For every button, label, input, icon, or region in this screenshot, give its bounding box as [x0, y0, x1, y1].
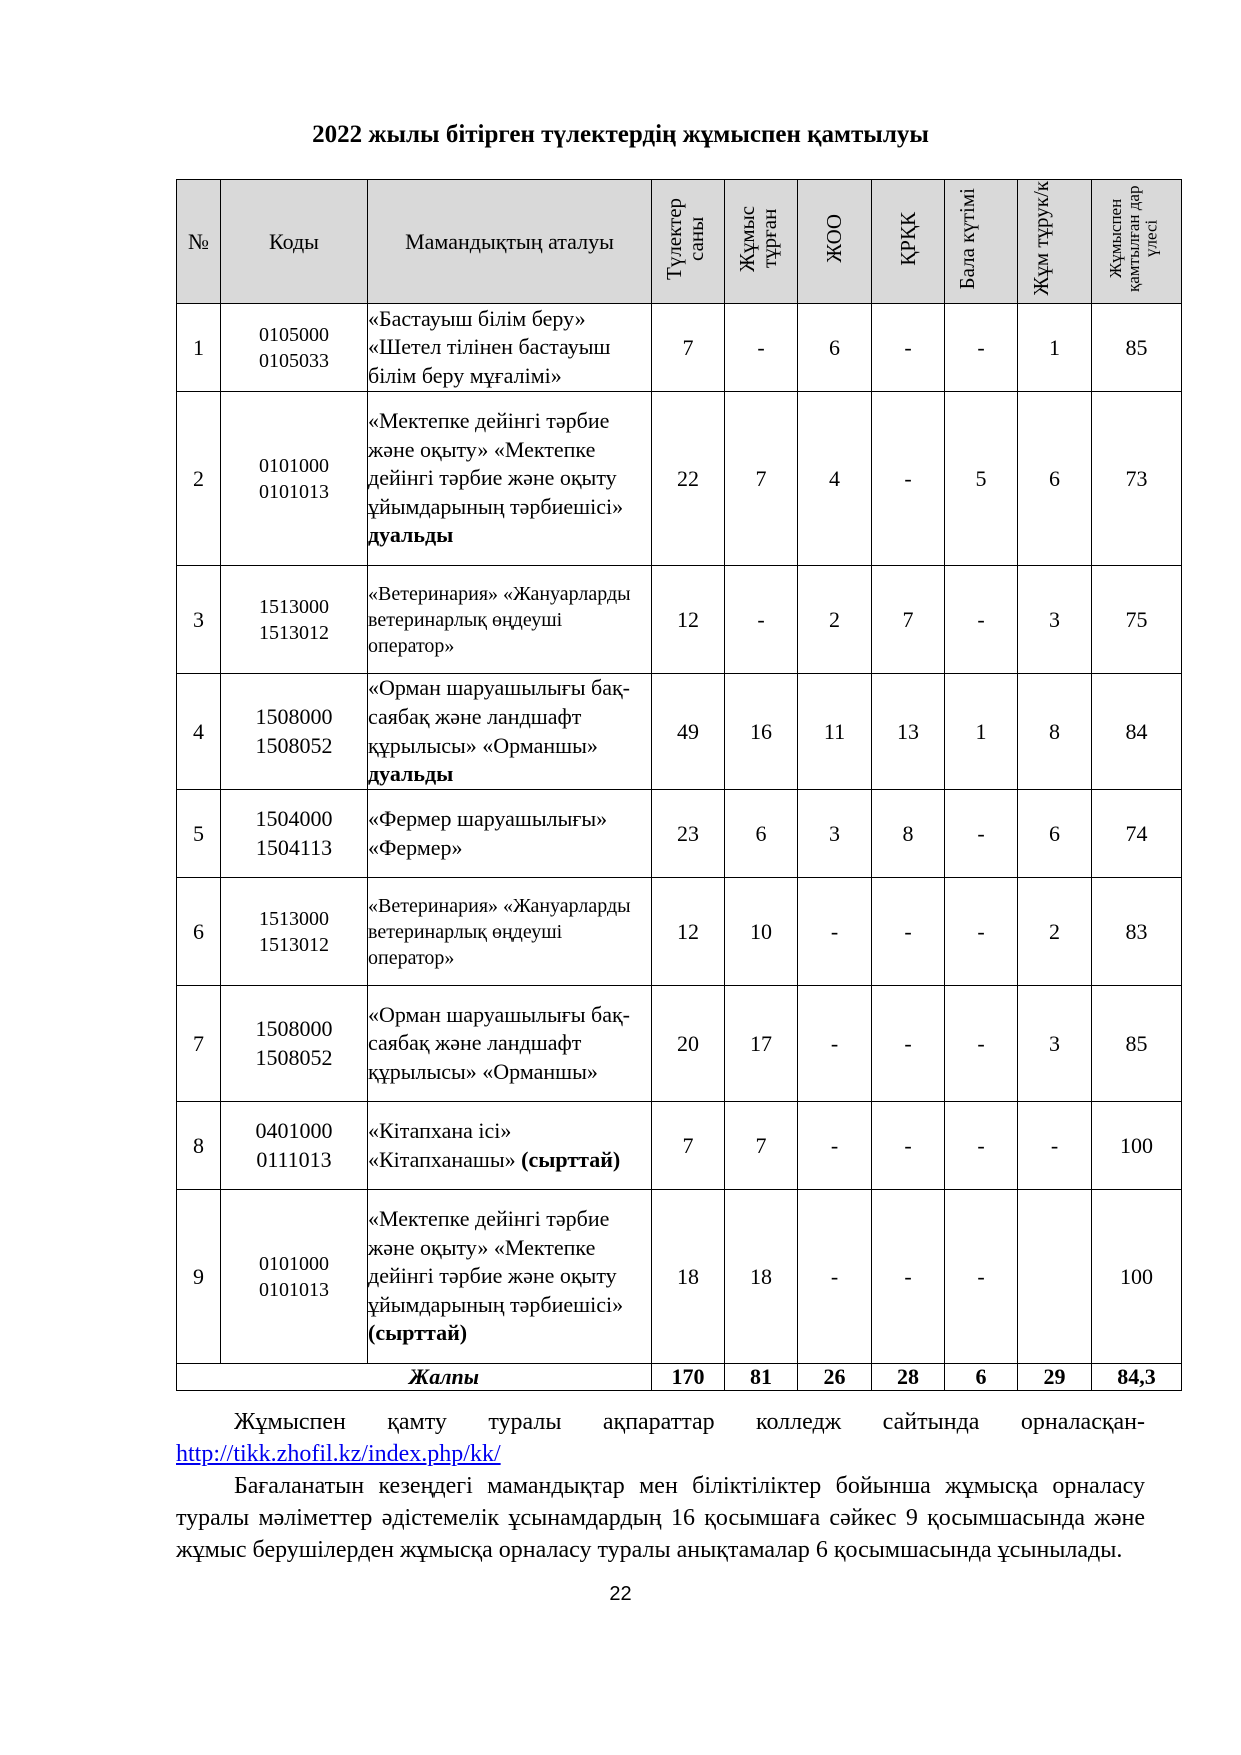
cell-army: 7 — [872, 566, 945, 674]
specialty-name-text: «Мектепке дейінгі тәрбие және оқыту» «Мектепке дейінгі тәрбие және оқыту ұйымдарының тәрбиешісі» — [368, 408, 624, 519]
qualification-code: 1508052 — [255, 732, 333, 758]
row-specialty-name — [368, 986, 652, 1102]
table-row — [177, 1190, 1182, 1364]
table-row — [177, 566, 1182, 674]
row-specialty-name — [368, 566, 652, 674]
table-row — [177, 304, 1182, 392]
specialty-name-text: «Мектепке дейінгі тәрбие және оқыту» «Мектепке дейінгі тәрбие және оқыту ұйымдарының тәрбиешісі» — [368, 1206, 624, 1317]
cell-army: 8 — [872, 790, 945, 878]
cell-job-seekers: - — [1018, 1102, 1092, 1190]
cell-university: 11 — [798, 674, 872, 790]
study-form-label: (сырттай) — [368, 1320, 468, 1346]
row-number: 1 — [177, 304, 221, 392]
cell-university: 4 — [798, 392, 872, 566]
row-number: 4 — [177, 674, 221, 790]
cell-graduates: 18 — [652, 1190, 725, 1364]
cell-army: - — [872, 392, 945, 566]
total-graduates: 170 — [652, 1364, 725, 1391]
qualification-code: 1513012 — [259, 621, 329, 644]
table-header-row — [177, 180, 1182, 304]
header-code: Коды — [221, 180, 368, 304]
cell-childcare: - — [945, 304, 1018, 392]
total-job-seekers: 29 — [1018, 1364, 1092, 1391]
cell-employed: 7 — [725, 1102, 798, 1190]
cell-job-seekers: 3 — [1018, 566, 1092, 674]
cell-employed: 18 — [725, 1190, 798, 1364]
table-row — [177, 878, 1182, 986]
qualification-code: 1508052 — [255, 1044, 333, 1070]
row-number: 7 — [177, 986, 221, 1102]
row-code — [221, 1102, 368, 1190]
table-row — [177, 674, 1182, 790]
row-code — [221, 1190, 368, 1364]
cell-childcare: - — [945, 790, 1018, 878]
cell-graduates: 20 — [652, 986, 725, 1102]
specialty-code: 1504000 — [255, 805, 333, 831]
row-specialty-name — [368, 1190, 652, 1364]
cell-employed: - — [725, 566, 798, 674]
cell-army: - — [872, 1102, 945, 1190]
qualification-code: 0111013 — [256, 1146, 332, 1172]
qualification-code: 1513012 — [259, 933, 329, 956]
cell-employed: - — [725, 304, 798, 392]
cell-army: - — [872, 1190, 945, 1364]
paragraph-employment-info — [176, 1406, 1145, 1438]
cell-share: 74 — [1092, 790, 1182, 878]
row-specialty-name — [368, 304, 652, 392]
cell-share: 84 — [1092, 674, 1182, 790]
row-code — [221, 878, 368, 986]
cell-childcare: - — [945, 1190, 1018, 1364]
cell-childcare: - — [945, 566, 1018, 674]
row-code — [221, 986, 368, 1102]
specialty-name-text: «Бастауыш білім беру» «Шетел тілінен бастауыш білім беру мұғалімі» — [368, 305, 611, 388]
cell-childcare: - — [945, 986, 1018, 1102]
cell-university: - — [798, 878, 872, 986]
header-army: ҚРҚК — [872, 180, 945, 304]
document-title: 2022 жылы бітірген түлектердің жұмыспен қамтылуы — [312, 121, 929, 148]
cell-share: 85 — [1092, 304, 1182, 392]
specialty-name-text: «Орман шаруашылығы бақ-саябақ және ландшафт құрылысы» «Орманшы» — [368, 1001, 631, 1084]
specialty-code: 0401000 — [255, 1117, 333, 1143]
cell-graduates: 12 — [652, 878, 725, 986]
row-code — [221, 392, 368, 566]
header-childcare: Бала күтімі — [945, 180, 1018, 304]
total-share: 84,3 — [1092, 1364, 1182, 1391]
row-code — [221, 790, 368, 878]
table-row — [177, 986, 1182, 1102]
specialty-code: 1508000 — [255, 703, 333, 729]
specialty-code: 1508000 — [255, 1015, 333, 1041]
cell-share: 75 — [1092, 566, 1182, 674]
specialty-name-text: «Кітапхана ісі» «Кітапханашы» — [368, 1117, 516, 1172]
header-employed: Жұмыс тұрған — [725, 180, 798, 304]
cell-job-seekers: 8 — [1018, 674, 1092, 790]
cell-graduates: 7 — [652, 304, 725, 392]
cell-job-seekers: 1 — [1018, 304, 1092, 392]
cell-army: - — [872, 878, 945, 986]
row-number: 6 — [177, 878, 221, 986]
row-specialty-name — [368, 878, 652, 986]
total-row — [177, 1364, 1182, 1391]
row-number: 9 — [177, 1190, 221, 1364]
total-army: 28 — [872, 1364, 945, 1391]
cell-university: 3 — [798, 790, 872, 878]
row-code — [221, 304, 368, 392]
cell-graduates: 23 — [652, 790, 725, 878]
cell-army: - — [872, 986, 945, 1102]
cell-employed: 17 — [725, 986, 798, 1102]
qualification-code: 1504113 — [255, 834, 333, 860]
cell-graduates: 12 — [652, 566, 725, 674]
cell-army: 13 — [872, 674, 945, 790]
table-row — [177, 392, 1182, 566]
cell-graduates: 22 — [652, 392, 725, 566]
cell-share: 100 — [1092, 1190, 1182, 1364]
header-share: Жұмыспен қамтылған дар үлесі — [1092, 180, 1182, 304]
cell-graduates: 7 — [652, 1102, 725, 1190]
cell-job-seekers: 3 — [1018, 986, 1092, 1102]
paragraph-appendix-info: Бағаланатын кезеңдегі мамандықтар мен біліктіліктер бойынша жұмысқа орналасу туралы мәліметтер әдістемелік ұсынамдардың 16 қосымшаға сәйкес 9 қосымшасында және жұмыс берушілерден жұмысқа орналасу туралы анықтамалар 6 қосымшасында ұсынылады. — [176, 1473, 1145, 1563]
header-no: № — [177, 180, 221, 304]
employment-table — [176, 179, 1182, 1391]
study-form-label: (сырттай) — [521, 1146, 621, 1172]
cell-job-seekers: 6 — [1018, 790, 1092, 878]
page-number: 22 — [609, 1583, 632, 1605]
cell-university: 6 — [798, 304, 872, 392]
row-code — [221, 674, 368, 790]
specialty-name-text: «Ветеринария» «Жануарларды ветеринарлық өңдеуші оператор» — [368, 582, 631, 657]
header-graduates: Түлектер саны — [652, 180, 725, 304]
cell-employed: 6 — [725, 790, 798, 878]
row-number: 3 — [177, 566, 221, 674]
cell-employed: 10 — [725, 878, 798, 986]
table-row — [177, 1102, 1182, 1190]
cell-share: 73 — [1092, 392, 1182, 566]
header-university: ЖОО — [798, 180, 872, 304]
row-specialty-name — [368, 392, 652, 566]
row-number: 8 — [177, 1102, 221, 1190]
row-number: 2 — [177, 392, 221, 566]
cell-share: 85 — [1092, 986, 1182, 1102]
qualification-code: 0101013 — [259, 1278, 329, 1301]
cell-university: - — [798, 986, 872, 1102]
cell-job-seekers: 6 — [1018, 392, 1092, 566]
row-code — [221, 566, 368, 674]
total-label: Жалпы — [177, 1364, 652, 1391]
specialty-name-text: «Орман шаруашылығы бақ-саябақ және ландшафт құрылысы» «Орманшы» — [368, 675, 631, 758]
specialty-code: 0105000 — [259, 323, 329, 346]
cell-job-seekers: 2 — [1018, 878, 1092, 986]
specialty-code: 1513000 — [259, 595, 329, 618]
cell-army: - — [872, 304, 945, 392]
total-childcare: 6 — [945, 1364, 1018, 1391]
cell-childcare: 1 — [945, 674, 1018, 790]
row-number: 5 — [177, 790, 221, 878]
specialty-name-text: «Ветеринария» «Жануарларды ветеринарлық өңдеуші оператор» — [368, 894, 631, 969]
cell-graduates: 49 — [652, 674, 725, 790]
cell-share: 100 — [1092, 1102, 1182, 1190]
row-specialty-name — [368, 1102, 652, 1190]
row-specialty-name — [368, 790, 652, 878]
paragraph-link-line — [176, 1438, 1145, 1470]
total-university: 26 — [798, 1364, 872, 1391]
study-form-label: дуальды — [368, 761, 454, 787]
qualification-code: 0105033 — [259, 349, 329, 372]
specialty-code: 0101000 — [259, 454, 329, 477]
header-job-seekers: Жұм тұрук/к — [1018, 180, 1092, 304]
qualification-code: 0101013 — [259, 480, 329, 503]
cell-employed: 7 — [725, 392, 798, 566]
cell-university: - — [798, 1102, 872, 1190]
cell-childcare: 5 — [945, 392, 1018, 566]
row-specialty-name — [368, 674, 652, 790]
cell-childcare: - — [945, 878, 1018, 986]
study-form-label: дуальды — [368, 522, 454, 548]
total-employed: 81 — [725, 1364, 798, 1391]
college-site-link[interactable]: http://tikk.zhofil.kz/index.php/kk/ — [176, 1441, 501, 1467]
paragraph-employment-text: Жұмыспен қамту туралы ақпараттар колледж сайтында орналасқан- — [234, 1409, 1145, 1435]
cell-university: 2 — [798, 566, 872, 674]
cell-employed: 16 — [725, 674, 798, 790]
cell-job-seekers — [1018, 1190, 1092, 1364]
cell-share: 83 — [1092, 878, 1182, 986]
specialty-code: 1513000 — [259, 907, 329, 930]
specialty-code: 0101000 — [259, 1252, 329, 1275]
specialty-name-text: «Фермер шаруашылығы» «Фермер» — [368, 805, 608, 860]
cell-childcare: - — [945, 1102, 1018, 1190]
cell-university: - — [798, 1190, 872, 1364]
table-row — [177, 790, 1182, 878]
header-name: Мамандықтың аталуы — [368, 180, 652, 304]
